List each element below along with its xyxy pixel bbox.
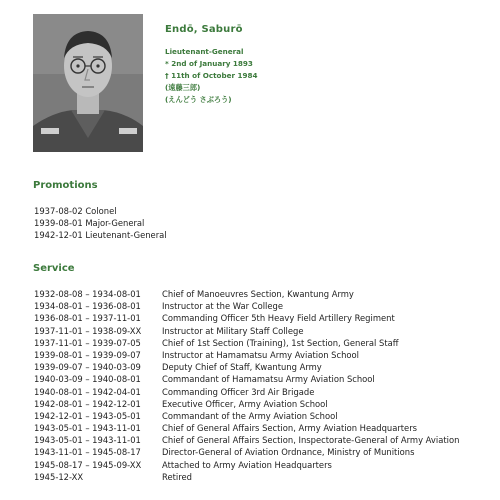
service-position: Attached to Army Aviation Headquarters <box>162 459 332 470</box>
promotions-list <box>34 205 167 242</box>
service-row <box>34 325 494 337</box>
service-row <box>34 386 494 398</box>
service-row <box>34 300 494 312</box>
service-row <box>34 434 494 446</box>
promotions-heading: Promotions <box>33 180 98 191</box>
service-position: Chief of General Affairs Section, Inspectorate-General of Army Aviation <box>162 435 460 446</box>
service-position: Commanding Officer 5th Heavy Field Artillery Regiment <box>162 313 395 324</box>
service-dates: 1939-09-07 – 1940-03-09 <box>34 362 141 373</box>
promotion-item: 1942-12-01 Lieutenant-General <box>34 230 167 241</box>
service-row <box>34 361 494 373</box>
service-position: Instructor at Military Staff College <box>162 325 304 336</box>
service-dates: 1940-08-01 – 1942-04-01 <box>34 386 141 397</box>
service-row <box>34 312 494 324</box>
service-row <box>34 422 494 434</box>
promotion-item: 1937-08-02 Colonel <box>34 206 117 216</box>
service-dates: 1936-08-01 – 1937-11-01 <box>34 313 141 324</box>
service-heading: Service <box>33 263 75 274</box>
service-dates: 1934-08-01 – 1936-08-01 <box>34 301 141 312</box>
service-position: Chief of 1st Section (Training), 1st Section, General Staff <box>162 337 399 348</box>
service-dates: 1940-03-09 – 1940-08-01 <box>34 374 141 385</box>
service-position: Commanding Officer 3rd Air Brigade <box>162 386 315 397</box>
bio-block <box>165 24 258 106</box>
service-position: Retired <box>162 471 192 482</box>
birth-date: * 2nd of January 1893 <box>165 59 253 68</box>
service-row <box>34 349 494 361</box>
service-dates: 1939-08-01 – 1939-09-07 <box>34 349 141 360</box>
service-dates: 1943-11-01 – 1945-08-17 <box>34 447 141 458</box>
service-dates: 1945-12-XX <box>34 471 84 482</box>
service-row <box>34 410 494 422</box>
service-position: Commandant of the Army Aviation School <box>162 410 338 421</box>
service-position: Deputy Chief of Staff, Kwantung Army <box>162 362 322 373</box>
service-row <box>34 471 494 483</box>
service-position: Instructor at Hamamatsu Army Aviation School <box>162 349 359 360</box>
service-dates: 1943-05-01 – 1943-11-01 <box>34 435 141 446</box>
portrait-photo <box>33 14 143 152</box>
service-row <box>34 446 494 458</box>
service-row <box>34 337 494 349</box>
service-position: Chief of General Affairs Section, Army Aviation Headquarters <box>162 423 418 434</box>
service-dates: 1932-08-08 – 1934-08-01 <box>34 289 141 299</box>
service-position: Commandant of Hamamatsu Army Aviation School <box>162 374 375 385</box>
service-dates: 1937-11-01 – 1939-07-05 <box>34 337 141 348</box>
service-row <box>34 459 494 471</box>
service-row <box>34 398 494 410</box>
service-row <box>34 373 494 385</box>
service-position: Instructor at the War College <box>162 301 284 312</box>
service-dates: 1942-08-01 – 1942-12-01 <box>34 398 141 409</box>
name-kanji: (遠藤三郎) <box>165 83 201 92</box>
service-dates: 1945-08-17 – 1945-09-XX <box>34 459 142 470</box>
promotion-item: 1939-08-01 Major-General <box>34 218 145 229</box>
service-dates: 1943-05-01 – 1943-11-01 <box>34 423 141 434</box>
death-date: † 11th of October 1984 <box>165 71 258 80</box>
service-row <box>34 288 494 300</box>
service-position: Director-General of Aviation Ordnance, Ministry of Munitions <box>162 447 415 458</box>
service-list <box>34 288 494 483</box>
service-position: Executive Officer, Army Aviation School <box>162 398 328 409</box>
person-rank: Lieutenant-General <box>165 47 244 56</box>
name-kana: (えんどう さぶろう) <box>165 95 232 104</box>
service-position: Chief of Manoeuvres Section, Kwantung Army <box>162 289 354 299</box>
person-name: Endō, Saburō <box>165 24 243 35</box>
service-dates: 1942-12-01 – 1943-05-01 <box>34 410 141 421</box>
service-dates: 1937-11-01 – 1938-09-XX <box>34 325 142 336</box>
